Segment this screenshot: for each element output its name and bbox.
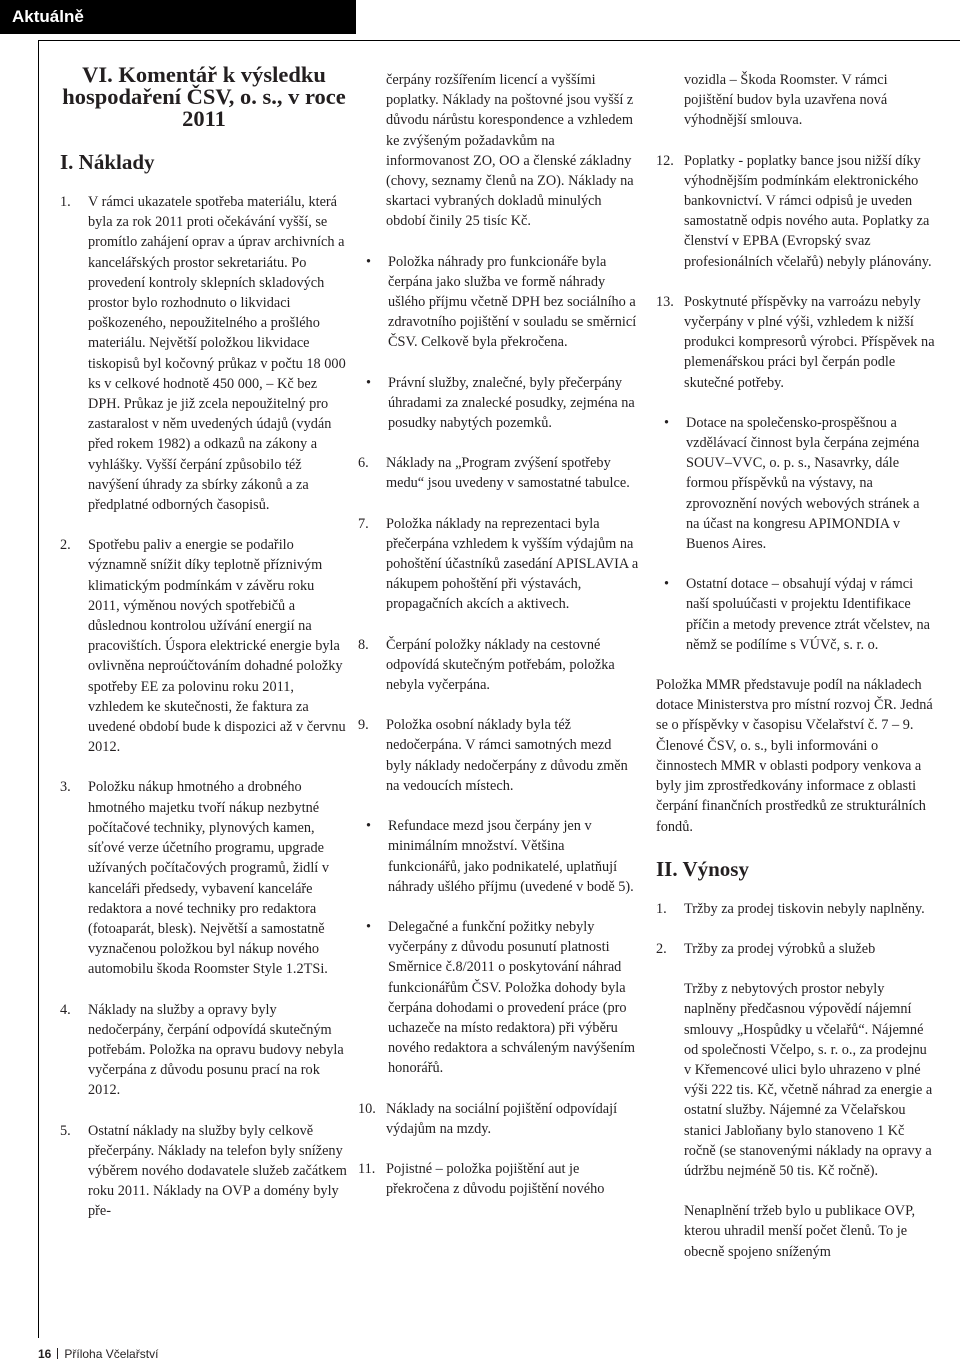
list-item bbox=[358, 514, 640, 615]
bullet-icon: • bbox=[366, 818, 372, 835]
list-item bbox=[656, 151, 936, 272]
subtitle-vynosy: II. Výnosy bbox=[656, 856, 749, 881]
revenue-paragraph: Tržby z nebytových prostor nebyly naplněny předčasnou výpovědí nájemní smlouvy „Hospůdky u včelařů“. Nájemné od společnosti Včelpo, s. r. o., za prodejnu v Křemencové ulici bylo uhrazeno v plné výši 222 tis. Kč, včetně náhrad za energie a ostatní služby. Nájemné za Včelařskou stanici Jabloňany bylo stanoveno 1 Kč ročně (se stanovenými náklady na opravy a údržbu nejméně 50 tis. Kč ročně). bbox=[684, 981, 933, 1179]
item-number: 5. bbox=[60, 1122, 71, 1139]
list-item bbox=[358, 1159, 640, 1199]
page-footer bbox=[38, 1346, 158, 1362]
item-text: Spotřebu paliv a energie se podařilo významně snížit díky teplotně příznivým klimatickým podmínkám v závěru roku 2011, výměnou nových spotřebičů a důslednou kontrolou užívání energií na pracovištích. Úspora elektrické energie byla ovlivněna neproúčtováním dohadné položky spotřeby EE za polovinu roku 2011, vzhledem ke skutečnosti, že faktura za uvedené období bude k dispozici až v červnu 2012. bbox=[88, 537, 346, 756]
bullet-icon: • bbox=[366, 918, 372, 935]
bullet-item bbox=[358, 373, 640, 434]
list-item bbox=[60, 192, 348, 515]
frame-left-rule bbox=[38, 40, 39, 1338]
item-text: Tržby za prodej výrobků a služeb bbox=[684, 940, 876, 957]
list-item bbox=[656, 899, 936, 919]
list-item bbox=[60, 777, 348, 979]
bullet-item bbox=[358, 917, 640, 1079]
item-number: 7. bbox=[358, 515, 369, 532]
item-number: 10. bbox=[358, 1100, 376, 1117]
item-text: Čerpání položky náklady na cestovné odpovídá skutečným potřebám, položka nebyla vyčerpána. bbox=[386, 636, 615, 694]
mmr-paragraph: Položka MMR představuje podíl na nákladech dotace Ministerstva pro místní rozvoj ČR. Jedná se o příspěvky v časopisu Včelařství č. 7 – 9. Členové ČSV, o. s., byli informováni o činnostech MMR v oblasti podpory venkova a byly jim zprostředkovány informace z oblasti čerpání finančních prostředků ze strukturálních fondů. bbox=[656, 677, 933, 835]
continued-paragraph: čerpány rozšířením licencí a vyššími poplatky. Náklady na poštovné jsou vyšší z důvodu nárůstu korespondence a vzhledem ke zvýšeným požadavkům na informovanost ZO, OO a členské základny (chovy, seznamy členů na ZO). Náklady na skartaci vybraných dokladů minulých období činily 25 tisíc Kč. bbox=[386, 72, 634, 230]
item-number: 2. bbox=[60, 537, 71, 554]
column-3 bbox=[656, 70, 936, 1282]
page-number: 16 bbox=[38, 1347, 52, 1361]
section-label: Aktuálně bbox=[0, 0, 356, 34]
item-text: Položku nákup hmotného a drobného hmotného majetku tvoří nákup nezbytné počítačové techniky, plynových kamen, síťové verze účetního programu, upgrade užívaných počítačových programů, židlí v kanceláři předsedy, vybavení kanceláře redaktora a nové techniky pro redaktora (fotoaparát, blesk). Největší a samostatně vyznačenou položkou byl nákup nového automobilu škoda Roomster Style 1.2TSi. bbox=[88, 779, 329, 978]
item-text: Položka náklady na reprezentaci byla přečerpána vzhledem k vyšším výdajům na pohoštění účastníků zasedání APISLAVIA a nákupem pohoštění při výstavách, propagačních akcích a aktivech. bbox=[386, 515, 639, 613]
item-text: Tržby za prodej tiskovin nebyly naplněny. bbox=[684, 900, 925, 917]
item-number: 11. bbox=[358, 1160, 376, 1177]
item-number: 8. bbox=[358, 636, 369, 653]
list-item bbox=[60, 535, 348, 757]
item-number: 1. bbox=[60, 194, 71, 210]
item-number: 6. bbox=[358, 455, 369, 472]
item-text: Náklady na „Program zvýšení spotřeby medu“ jsou uvedeny v samostatné tabulce. bbox=[386, 455, 630, 492]
bullet-icon: • bbox=[366, 374, 372, 391]
footer-divider bbox=[57, 1348, 58, 1359]
item-text: Pojistné – položka pojištění aut je překročena z důvodu pojištění nového bbox=[386, 1160, 605, 1198]
item-number: 1. bbox=[656, 900, 667, 917]
list-item bbox=[358, 715, 640, 796]
item-text: Náklady na služby a opravy byly nedočerpány, čerpání odpovídá skutečným potřebám. Položka na opravu budovy nebyla vyčerpána z důvodu posunu prací na rok 2012. bbox=[88, 1001, 344, 1099]
item-number: 9. bbox=[358, 717, 369, 734]
continued-paragraph: vozidla – Škoda Roomster. V rámci pojištění budov byla uzavřena nová výhodnější smlouva. bbox=[684, 72, 888, 129]
bullet-text: Právní služby, znalečné, byly přečerpány úhradami za znalecké posudky, zejména na posudky nabytých pozemků. bbox=[388, 374, 635, 432]
item-number: 2. bbox=[656, 940, 667, 957]
item-number: 12. bbox=[656, 152, 674, 169]
bullet-text: Refundace mezd jsou čerpány jen v minimálním množství. Většina funkcionářů, jako podnikatelé, uplatňují náhrady ušlého příjmu (uvedené v bodě 5). bbox=[388, 818, 634, 895]
bullet-icon: • bbox=[664, 414, 670, 431]
item-text: Položka osobní náklady byla též nedočerpána. V rámci samotných mezd byly náklady nedočerpány z důvodu změn na vedoucích místech. bbox=[386, 717, 628, 794]
bullet-icon: • bbox=[366, 253, 372, 270]
publication-name: Příloha Včelařství bbox=[64, 1347, 159, 1361]
list-item bbox=[358, 1099, 640, 1139]
article-title: VI. Komentář k výsledku hospodaření ČSV, o. s., v roce 2011 bbox=[62, 62, 346, 131]
column-1 bbox=[60, 64, 348, 1242]
item-text: Ostatní náklady na služby byly celkově přečerpány. Náklady na telefon byly sníženy výběrem nového dodavatele služeb začátkem roku 2011. Náklady na OVP a domény byly pře- bbox=[88, 1122, 347, 1220]
bullet-text: Dotace na společensko-prospěšnou a vzdělávací činnost byla čerpána zejména SOUV–VVC, o. p. s., Nasavrky, dále formou příspěvků na výstavy, na zprovoznění nových webových stránek a na účast na kongresu APIMONDIA v Buenos Aires. bbox=[686, 414, 920, 553]
list-item bbox=[656, 292, 936, 393]
frame-top-rule bbox=[38, 40, 960, 41]
item-number: 3. bbox=[60, 779, 71, 796]
bullet-text: Ostatní dotace – obsahují výdaj v rámci naší spoluúčasti v projektu Identifikace příčin a metody prevence ztrát včelstev, na němž se podílíme s VÚVč, s. r. o. bbox=[686, 576, 930, 653]
item-text: V rámci ukazatele spotřeba materiálu, která byla za rok 2011 proti očekávání vyšší, se promítlo zahájení oprav a úprav archivních a kancelářských prostor sekretariátu. Po provedení kontroly sklepních skladových prostor bylo rozhodnuto o likvidaci poškozeného, nepoužitelného a prošlého materiálu. Největší položkou likvidace tiskopisů byl kočovný průkaz v počtu 18 000 ks v celkové hodnotě 450 000, – Kč bez DPH. Průkaz je již zcela nepoužitelný pro zastaralost v něm uvedených údajů (vydán před rokem 1982) a odkazů na zákony a vyhlášky. Vyšší čerpání způsobilo též navýšení úhrady za sbírky zákonů a za předplatné odborných časopisů. bbox=[88, 194, 346, 514]
revenue-paragraph-2: Nenaplnění tržeb bylo u publikace OVP, kterou uhradil menší počet členů. To je obecně spojeno sníženým bbox=[684, 1203, 916, 1260]
bullet-item bbox=[656, 574, 936, 655]
bullet-icon: • bbox=[664, 576, 670, 593]
bullet-text: Delegačné a funkční požitky nebyly vyčerpány z důvodu posunutí platnosti Směrnice č.8/2011 o poskytování náhrad funkcionářům ČSV. Položka dohody byla čerpána dohodami o provedení práce (pro uchazeče na místo redaktora) při výběru nového redaktora a schváleným navýšením honorářů. bbox=[388, 918, 635, 1077]
item-text: Poskytnuté příspěvky na varroázu nebyly vyčerpány v plné výši, vzhledem k nižší produkci kompresorů výrobci. Příspěvek na plemenářskou práci byl čerpán podle skutečné potřeby. bbox=[684, 293, 935, 391]
item-text: Náklady na sociální pojištění odpovídají výdajům na mzdy. bbox=[386, 1100, 618, 1137]
list-item bbox=[358, 635, 640, 696]
bullet-item bbox=[656, 413, 936, 554]
column-2 bbox=[358, 70, 640, 1219]
item-number: 13. bbox=[656, 293, 674, 310]
list-item bbox=[60, 1121, 348, 1222]
list-item bbox=[60, 1000, 348, 1101]
list-item bbox=[656, 939, 936, 959]
item-text: Poplatky - poplatky bance jsou nižší díky výhodnějším podmínkám elektronického bankovnictví. V rámci odpisů je uveden samostatně odpis nového auta. Poplatky za členství v EPBA (Evropský svaz profesionálních včelařů) nebyly plánovány. bbox=[684, 152, 932, 270]
bullet-item bbox=[358, 252, 640, 353]
subtitle-naklady: I. Náklady bbox=[60, 150, 155, 174]
list-item bbox=[358, 453, 640, 493]
bullet-text: Položka náhrady pro funkcionáře byla čerpána jako služba ve formě náhrady ušlého příjmu včetně DPH bez sociálního a zdravotního pojištění v souladu se směrnicí ČSV. Celkově byla překročena. bbox=[388, 253, 637, 351]
bullet-item bbox=[358, 816, 640, 897]
item-number: 4. bbox=[60, 1001, 71, 1018]
